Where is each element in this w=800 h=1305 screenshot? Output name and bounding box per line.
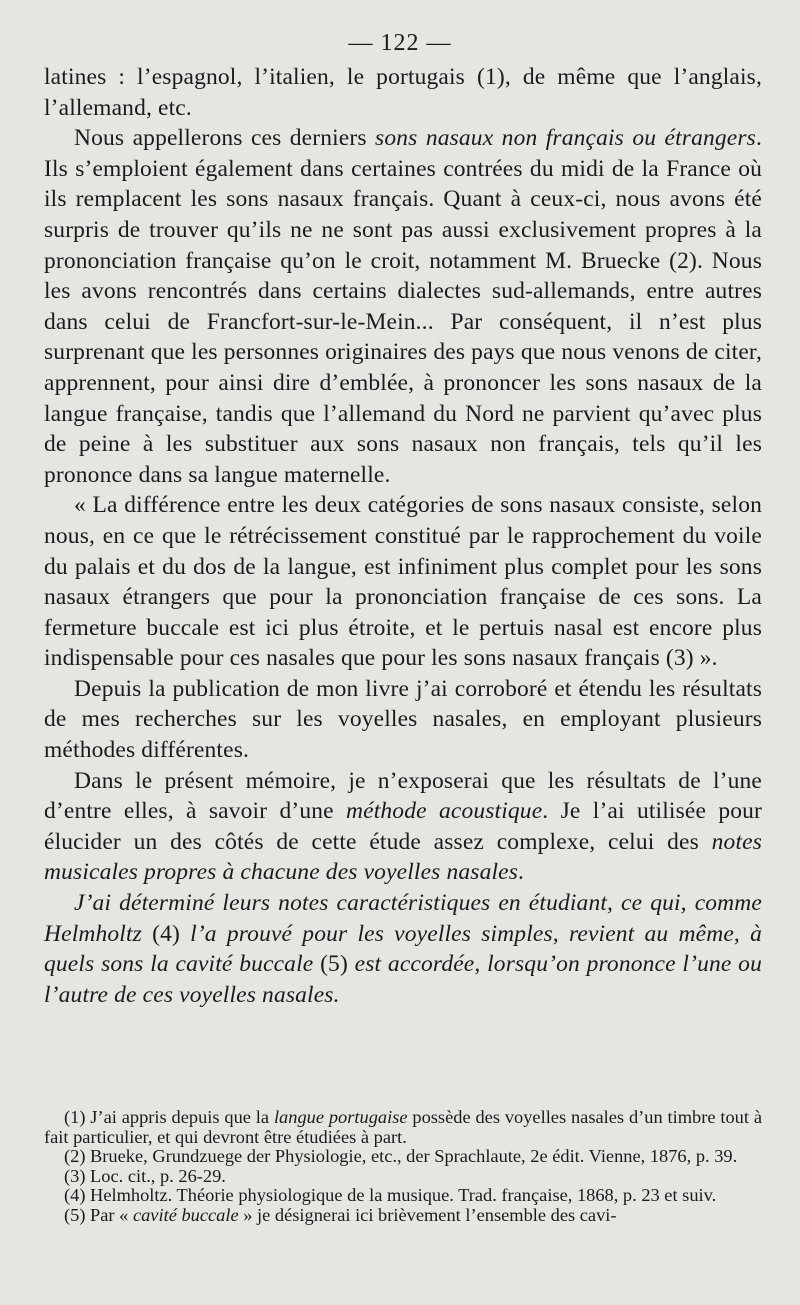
- footnote-3: [44, 1167, 762, 1187]
- paragraph-6: [44, 888, 762, 1010]
- paragraph-4: [44, 674, 762, 766]
- text-segment: (5) Par «: [64, 1204, 133, 1225]
- italic-text-segment: sons nasaux non français ou étrangers: [375, 125, 756, 152]
- body-text: [44, 62, 762, 1010]
- paragraph-1: [44, 62, 762, 123]
- text-segment: possède des voyelles nasales d’un timbre tout à fait particulier, et qui devront être étudiées à part.: [44, 1107, 763, 1147]
- text-segment: » je désignerai ici brièvement l’ensemble des cavi-: [238, 1204, 617, 1225]
- text-segment: . Je l’ai utilisée pour élucider un des côtés de cette étude assez complexe, celui des: [44, 798, 762, 855]
- text-segment: latines : l’espagnol, l’italien, le portugais (1), de même que l’anglais, l’allemand, etc.: [44, 64, 762, 121]
- footnote-5: [44, 1206, 762, 1226]
- text-segment: « La différence entre les deux catégories de sons nasaux consiste, selon nous, en ce que le rétrécissement constitué par le rapprochement du voile du palais et du dos de la langue, est infiniment plus complet pour les sons nasaux étrangers que pour la prononciation française de ces sons. La fermeture buccale est ici plus étroite, et le pertuis nasal est encore plus indispensable pour ces nasales que pour les sons nasaux français (3) ».: [44, 492, 762, 672]
- text-segment: (4): [152, 920, 191, 947]
- italic-text-segment: J’ai déterminé leurs notes caractéristiques en étudiant, ce qui, comme Helmholtz: [44, 890, 762, 947]
- paragraph-2: [44, 123, 762, 490]
- text-segment: Nous appellerons ces derniers: [74, 125, 376, 152]
- text-segment: .: [518, 859, 525, 886]
- text-segment: (5): [320, 951, 355, 978]
- italic-text-segment: cavité buccale: [132, 1204, 239, 1225]
- text-segment: Dans le présent mémoire, je n’exposerai que les résultats de l’une d’entre elles, à savoir d’une: [44, 767, 762, 825]
- footnote-1: [44, 1108, 762, 1147]
- text-segment: Depuis la publication de mon livre j’ai corroboré et étendu les résultats de mes recherches sur les voyelles nasales, en employant plusieurs méthodes différentes.: [44, 675, 762, 764]
- footnote-4: [44, 1186, 762, 1206]
- italic-text-segment: l’a prouvé pour les voyelles simples, revient au même, à quels sons la cavité buccale: [44, 920, 762, 978]
- footnotes: [44, 1108, 762, 1226]
- italic-text-segment: méthode acoustique: [346, 798, 543, 825]
- italic-text-segment: langue portugaise: [273, 1107, 408, 1127]
- italic-text-segment: notes musicales propres à chacune des voyelles nasales: [44, 828, 762, 886]
- text-segment: (4) Helmholtz. Théorie physiologique de la musique. Trad. française, 1868, p. 23 et suiv.: [64, 1185, 717, 1206]
- text-segment: (1) J’ai appris depuis que la: [64, 1107, 274, 1127]
- italic-text-segment: est accordée, lorsqu’on prononce l’une ou l’autre de ces voyelles nasales.: [44, 951, 762, 1008]
- paragraph-5: [44, 766, 762, 888]
- text-segment: . Ils s’emploient également dans certaines contrées du midi de la France où ils remplacent les sons nasaux français. Quant à ceux-ci, nous avons été surpris de trouver qu’ils ne ne sont pas aussi exclusivement propres à la prononciation française qu’on le croit, notamment M. Bruecke (2). Nous les avons rencontrés dans certains dialectes sud-allemands, entre autres dans celui de Francfort-sur-le-Mein... Par conséquent, il n’est plus surprenant que les personnes originaires des pays que nous venons de citer, apprennent, pour ainsi dire d’emblée, à prononcer les sons nasaux de la langue française, tandis que l’allemand du Nord ne parvient qu’avec plus de peine à les substituer aux sons nasaux non français, tels qu’il les prononce dans sa langue maternelle.: [44, 125, 762, 488]
- text-segment: (3) Loc. cit., p. 26-29.: [64, 1165, 226, 1186]
- page-number: — 122 —: [348, 30, 452, 56]
- footnote-2: [44, 1147, 762, 1167]
- paragraph-3: [44, 490, 762, 674]
- text-segment: (2) Brueke, Grundzuege der Physiologie, etc., der Sprachlaute, 2e édit. Vienne, 1876, p. 39.: [64, 1146, 738, 1167]
